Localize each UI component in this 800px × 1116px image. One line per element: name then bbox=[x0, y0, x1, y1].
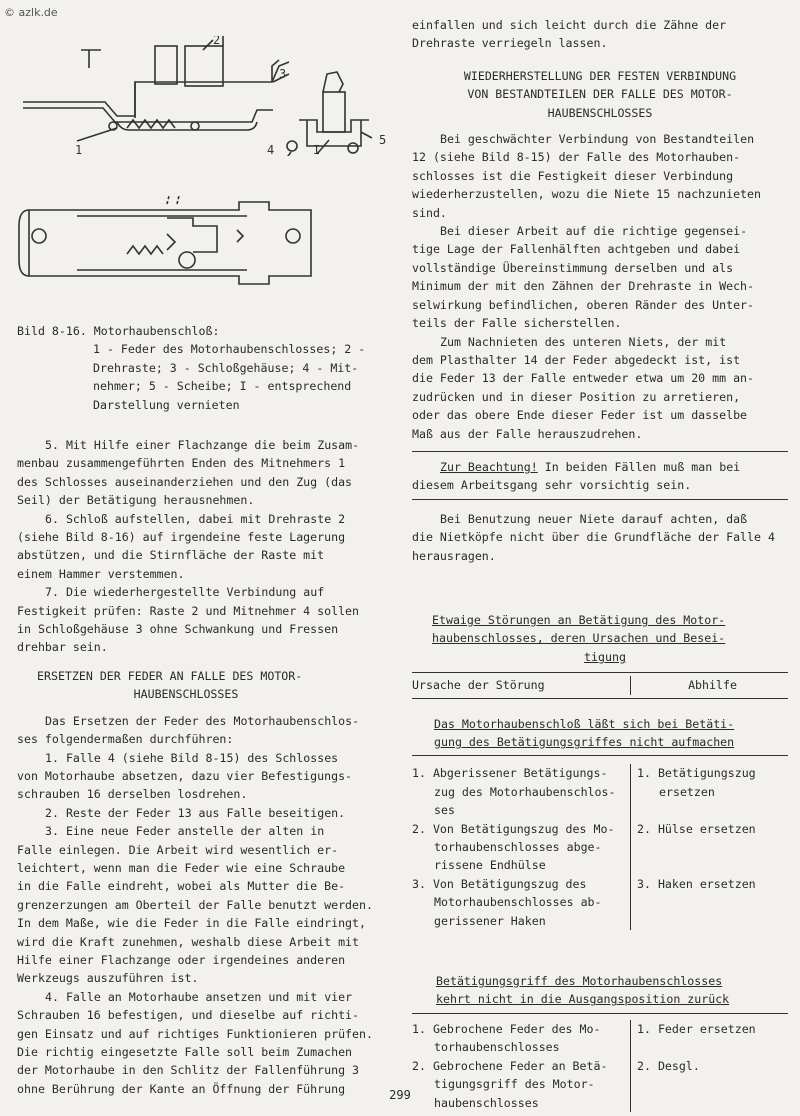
caption-line: Darstellung vernieten bbox=[93, 397, 240, 412]
table-row: 3. Von Betätigungszug des Motorhaubenschlosses ab- gerissener Haken 3. Haken ersetzen bbox=[412, 875, 788, 930]
section-heading-spring: ERSETZEN DER FEDER AN FALLE DES MOTOR- HAUBENSCHLOSSES bbox=[37, 668, 303, 702]
table-row: 1. Gebrochene Feder des Mo- torhaubenschlosses 1. Feder ersetzen bbox=[412, 1020, 788, 1057]
table-row: 1. Abgerissener Betätigungs- zug des Motorhaubenschlos- ses 1. Betätigungszug ersetzen bbox=[412, 764, 788, 819]
caption-title: Bild 8-16. Motorhaubenschloß: bbox=[17, 324, 220, 338]
troubleshooting-title: Etwaige Störungen an Betätigung des Motor- haubenschlosses, deren Ursachen und Besei- tigung bbox=[432, 612, 726, 664]
column-header-cause: Ursache der Störung bbox=[412, 678, 545, 693]
paragraph-spring-step-4: 4. Falle an Motorhaube ansetzen und mit vier Schrauben 16 befestigen, und dieselbe auf richti- gen Einsatz und auf richtiges Funktionieren prüfen. Die richtig eingesetzte Falle soll beim Zumachen der Motorhaube in den Schlitz der Fallenführung 3 ohne Berührung der Kante an Öffnung der Führung bbox=[17, 989, 373, 1096]
page-number: 299 bbox=[389, 1088, 411, 1102]
column-header-fix: Abhilfe bbox=[630, 676, 788, 694]
paragraph-spring-step-3: 3. Eine neue Feder anstelle der alten in Falle einlegen. Die Arbeit wird wesentlich er- leichtert, wenn man die Feder wie eine Schraube in die Falle eindreht, wobei als Mutter die Be- grenzerzungen am Oberteil der Falle benutzt werden. In dem Maße, wie die Feder in die Falle eindringt, wird die Kraft zunehmen, weshalb diese Arbeit mit Hilfe einer Flachzange oder irgendeines anderen Werkzeugs auszuführen ist. bbox=[17, 824, 373, 986]
caution-label: Zur Beachtung! bbox=[440, 459, 538, 474]
troubleshooting-table bbox=[412, 672, 788, 1112]
paragraph-continuation: einfallen und sich leicht durch die Zähne der Drehraste verriegeln lassen. bbox=[412, 18, 727, 51]
paragraph-spring-step-2: 2. Reste der Feder 13 aus Falle beseitigen. bbox=[45, 805, 346, 820]
watermark: © azlk.de bbox=[4, 6, 58, 19]
figure-caption bbox=[17, 322, 395, 414]
lock-figure-plan bbox=[17, 196, 397, 296]
paragraph-step-6: 6. Schloß aufstellen, dabei mit Drehraste 2 (siehe Bild 8-16) auf irgendeine feste Lagerung abstützen, und die Stirnfläche der Raste mit einem Hammer verstemmen. bbox=[17, 511, 346, 581]
paragraph-spring-step-1: 1. Falle 4 (siehe Bild 8-15) des Schlosses von Motorhaube absetzen, dazu vier Befestigungs- schrauben 16 derselben losdrehen. bbox=[17, 750, 353, 802]
caption-line: 1 - Feder des Motorhaubenschlosses; 2 - bbox=[93, 342, 366, 357]
paragraph-new-rivets: Bei Benutzung neuer Niete darauf achten, daß die Nietköpfe nicht über die Grundfläche der Falle 4 herausragen. bbox=[412, 511, 775, 563]
divider bbox=[412, 451, 788, 452]
paragraph-rivet-1: Bei geschwächter Verbindung von Bestandteilen 12 (siehe Bild 8-15) der Falle des Motorhauben- schlosses ist die Festigkeit dieser Verbindung wiederherzustellen, wozu die Niete 15 nachzunieten sind. bbox=[412, 132, 762, 220]
table-group-rows bbox=[412, 756, 788, 930]
right-column bbox=[412, 16, 788, 1112]
table-group-heading: Das Motorhaubenschloß läßt sich bei Betäti- gung des Betätigungsgriffes nicht aufmachen bbox=[434, 716, 735, 749]
table-row: 2. Gebrochene Feder an Betä- tigungsgriff des Motor- haubenschlosses 2. Desgl. bbox=[412, 1057, 788, 1112]
table-group-heading: Betätigungsgriff des Motorhaubenschlosses kehrt nicht in die Ausgangsposition zurück bbox=[436, 974, 730, 1007]
paragraph-rivet-2: Bei dieser Arbeit auf die richtige gegensei- tige Lage der Fallenhälften achtgeben und dabei vollständige Übereinstimmung derselben und als Minimum der mit den Zähnen der Drehraste in Wech- selwirkung befindlichen, oberen Ränder des Unter- teils der Falle sicherstellen. bbox=[412, 224, 755, 331]
section-heading-rivet: WIEDERHERSTELLUNG DER FESTEN VERBINDUNG VON BESTANDTEILEN DER FALLE DES MOTOR- HAUBENSCHLOSSES bbox=[463, 68, 737, 120]
lock-figure-top bbox=[17, 36, 397, 156]
paragraph-step-7: 7. Die wiederhergestellte Verbindung auf Festigkeit prüfen: Raste 2 und Mitnehmer 4 sollen in Schloßgehäuse 3 ohne Schwankung und Fressen drehbar sein. bbox=[17, 585, 360, 655]
caution-note: Zur Beachtung! In beiden Fällen muß man bei diesem Arbeitsgang sehr vorsichtig sein. bbox=[412, 459, 741, 493]
caption-line: nehmer; 5 - Scheibe; I - entsprechend bbox=[93, 379, 352, 394]
table-row: 2. Von Betätigungszug des Mo- torhaubenschlosses abge- rissene Endhülse 2. Hülse ersetzen bbox=[412, 820, 788, 875]
divider bbox=[412, 499, 788, 500]
table-header bbox=[412, 673, 788, 697]
paragraph-intro: Das Ersetzen der Feder des Motorhaubenschlos- ses folgendermaßen durchführen: bbox=[17, 713, 360, 747]
left-column bbox=[17, 436, 395, 1098]
figure-label-4: 4 bbox=[267, 143, 275, 156]
figure-label-3: 3 bbox=[279, 67, 287, 81]
figure-label-I: I bbox=[313, 143, 321, 156]
figure-label-2: 2 bbox=[213, 36, 221, 47]
caption-line: Drehraste; 3 - Schloßgehäuse; 4 - Mit- bbox=[93, 360, 359, 375]
figure-label-5: 5 bbox=[379, 133, 387, 147]
paragraph-rivet-3: Zum Nachnieten des unteren Niets, der mit dem Plasthalter 14 der Feder abgedeckt ist, ist die Feder 13 der Falle entweder etwa um 20 mm an- zudrücken und in dieser Position zu arretieren, oder das obere Ende dieser Feder ist um dasselbe Maß aus der Falle herauszudrehen. bbox=[412, 334, 755, 441]
figure-label-1: 1 bbox=[75, 143, 83, 156]
paragraph-step-5: 5. Mit Hilfe einer Flachzange die beim Zusam- menbau zusammengeführten Enden des Mitnehmers 1 des Schlosses auseinanderziehen und den Zug (das Seil) der Betätigung herausnehmen. bbox=[17, 438, 360, 508]
